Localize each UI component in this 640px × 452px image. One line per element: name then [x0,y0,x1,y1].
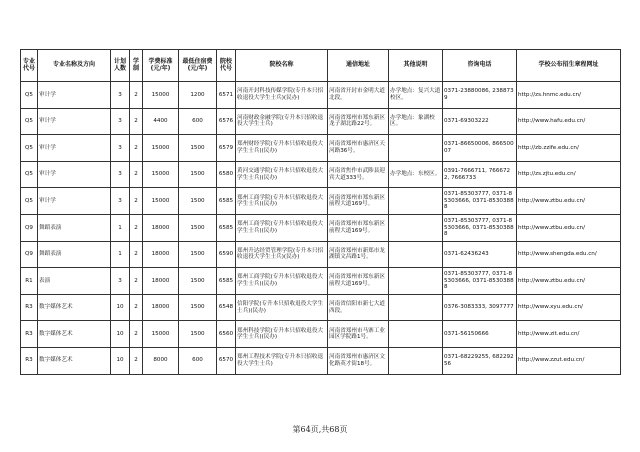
cell-website[interactable]: http://www.zit.edu.cn/ [517,321,621,348]
cell-school-name: 信阳学院(专升本只招收退役大学生士兵)(民办) [236,294,328,321]
cell-code: R3 [21,294,38,321]
table-row [21,108,621,135]
table-row [21,268,621,295]
cell-years: 2 [130,321,143,348]
cell-code: R1 [21,268,38,295]
table-row [21,321,621,348]
cell-website[interactable]: http://www.ztbu.edu.cn/ [517,214,621,241]
cell-phone: 0371-23880086, 2388739 [443,82,517,109]
cell-phone: 0376-3083333, 3097777 [443,294,517,321]
cell-school-name: 郑州工商学院(专升本只招收退役大学生士兵)(民办) [236,268,328,295]
cell-website[interactable]: http://www.shengda.edu.cn/ [517,241,621,268]
header-plan: 计划人数 [111,50,130,82]
cell-note [389,241,443,268]
cell-school-name: 郑州工商学院(专升本只招收退役大学生士兵)(民办) [236,188,328,215]
cell-school-code: 6579 [217,135,236,162]
cell-address: 河南省信阳市新七大道西段。 [328,294,389,321]
cell-school-code: 6576 [217,108,236,135]
cell-note: 办学地点：东校区。 [389,161,443,188]
cell-school-name: 河南开封科技传媒学院(专升本只招收退役大学生士兵)(民办) [236,82,328,109]
cell-major: 舞蹈表演 [38,214,111,241]
cell-code: R3 [21,321,38,348]
cell-years: 2 [130,268,143,295]
cell-phone: 0371-62436243 [443,241,517,268]
cell-tuition: 15000 [143,321,179,348]
cell-note [389,321,443,348]
cell-school-name: 郑州科技学院(专升本只招收退役大学生士兵)(民办) [236,321,328,348]
cell-dorm: 1200 [179,82,217,109]
cell-years: 2 [130,108,143,135]
cell-dorm: 1500 [179,214,217,241]
cell-phone: 0371-85303777, 0371-85303666, 0371-85303888 [443,268,517,295]
cell-major: 审计学 [38,82,111,109]
cell-website[interactable]: http://zs.hnmc.edu.cn/ [517,82,621,109]
cell-school-name: 郑州工商学院(专升本只招收退役大学生士兵)(民办) [236,214,328,241]
cell-plan: 3 [111,188,130,215]
cell-dorm: 600 [179,108,217,135]
header-address: 通信地址 [328,50,389,82]
cell-school-code: 6585 [217,214,236,241]
cell-years: 2 [130,347,143,374]
header-tuition: 学费标准(元/年) [143,50,179,82]
header-phone: 咨询电话 [443,50,517,82]
cell-years: 2 [130,135,143,162]
table-row [21,347,621,374]
table-row [21,82,621,109]
cell-address: 河南省郑州市惠济区文化路英才街18号。 [328,347,389,374]
cell-dorm: 1500 [179,188,217,215]
cell-address: 河南省郑州市郑东新区前程大道169号。 [328,188,389,215]
cell-tuition: 18000 [143,214,179,241]
header-years: 学制 [130,50,143,82]
table-row [21,135,621,162]
cell-plan: 3 [111,161,130,188]
cell-phone: 0371-68229255, 68229256 [443,347,517,374]
page-footer: 第64页,共68页 [292,425,348,434]
cell-website[interactable]: http://zb.zzife.edu.cn/ [517,135,621,162]
cell-tuition: 15000 [143,188,179,215]
cell-website[interactable]: http://www.zzut.edu.cn/ [517,347,621,374]
cell-dorm: 1500 [179,294,217,321]
table-row [21,294,621,321]
cell-plan: 3 [111,135,130,162]
cell-tuition: 15000 [143,161,179,188]
admissions-table-container [20,49,621,375]
cell-phone: 0371-69303222 [443,108,517,135]
cell-note [389,294,443,321]
cell-website[interactable]: http://zs.zjtu.edu.cn/ [517,161,621,188]
cell-school-code: 6560 [217,321,236,348]
cell-plan: 3 [111,268,130,295]
cell-tuition: 15000 [143,135,179,162]
table-row [21,241,621,268]
cell-tuition: 18000 [143,241,179,268]
cell-address: 河南省郑州市惠济区天河路36号。 [328,135,389,162]
cell-school-name: 郑州财经学院(专升本只招收退役大学生士兵)(民办) [236,135,328,162]
cell-address: 河南省郑州市郑东新区龙子湖北路22号。 [328,108,389,135]
cell-dorm: 1500 [179,135,217,162]
cell-note [389,135,443,162]
table-header-row [21,50,621,82]
cell-school-code: 6585 [217,268,236,295]
cell-code: R3 [21,347,38,374]
cell-note [389,188,443,215]
cell-dorm: 1500 [179,241,217,268]
admissions-table [20,49,621,375]
cell-major: 数字媒体艺术 [38,321,111,348]
cell-tuition: 8000 [143,347,179,374]
table-row [21,161,621,188]
cell-years: 2 [130,161,143,188]
cell-plan: 3 [111,108,130,135]
cell-plan: 10 [111,321,130,348]
cell-major: 审计学 [38,161,111,188]
cell-note [389,347,443,374]
cell-major: 审计学 [38,188,111,215]
cell-tuition: 4400 [143,108,179,135]
cell-plan: 10 [111,347,130,374]
cell-phone: 0391-7666711, 7666722, 7666733 [443,161,517,188]
cell-website[interactable]: http://www.ztbu.edu.cn/ [517,268,621,295]
cell-school-code: 6590 [217,241,236,268]
cell-years: 2 [130,82,143,109]
cell-address: 河南省焦作市武陟县迎宾大道333号。 [328,161,389,188]
cell-code: Q5 [21,82,38,109]
cell-website[interactable]: http://www.ztbu.edu.cn/ [517,188,621,215]
cell-dorm: 1500 [179,161,217,188]
cell-website[interactable]: http://www.hafu.edu.cn/ [517,108,621,135]
cell-website[interactable]: http://www.xyu.edu.cn/ [517,294,621,321]
cell-plan: 10 [111,294,130,321]
cell-address: 河南省郑州市郑东新区前程大道169号。 [328,268,389,295]
cell-tuition: 18000 [143,294,179,321]
cell-school-code: 6580 [217,161,236,188]
cell-major: 数字媒体艺术 [38,294,111,321]
cell-phone: 0371-86650006, 86650007 [443,135,517,162]
cell-school-code: 6548 [217,294,236,321]
cell-school-name: 郑州工程技术学院(专升本只招收退役大学生士兵) [236,347,328,374]
cell-plan: 1 [111,214,130,241]
cell-dorm: 1500 [179,321,217,348]
header-code: 专业代号 [21,50,38,82]
cell-school-name: 黄河交通学院(专升本只招收退役大学生士兵)(民办) [236,161,328,188]
cell-code: Q9 [21,214,38,241]
cell-major: 审计学 [38,135,111,162]
cell-note: 办学地点：复兴大道校区。 [389,82,443,109]
header-website: 学校公布招生章程网址 [517,50,621,82]
cell-phone: 0371-85303777, 0371-85303666, 0371-85303888 [443,214,517,241]
cell-years: 2 [130,294,143,321]
cell-dorm: 1500 [179,268,217,295]
cell-school-code: 6570 [217,347,236,374]
cell-plan: 3 [111,82,130,109]
cell-address: 河南省开封市金明大道北段。 [328,82,389,109]
cell-code: Q5 [21,188,38,215]
cell-note [389,268,443,295]
cell-years: 2 [130,241,143,268]
header-major: 专业名称及方向 [38,50,111,82]
cell-address: 河南省郑州市马寨工业园区学院路1号。 [328,321,389,348]
cell-note [389,214,443,241]
cell-address: 河南省郑州市郑东新区前程大道169号。 [328,214,389,241]
cell-phone: 0371-85303777, 0371-85303666, 0371-85303888 [443,188,517,215]
cell-years: 2 [130,188,143,215]
cell-major: 审计学 [38,108,111,135]
cell-school-code: 6571 [217,82,236,109]
cell-code: Q5 [21,135,38,162]
cell-code: Q9 [21,241,38,268]
cell-school-name: 河南财政金融学院(专升本只招收退役大学生士兵) [236,108,328,135]
cell-plan: 1 [111,241,130,268]
cell-major: 表演 [38,268,111,295]
header-school-code: 院校代号 [217,50,236,82]
table-body [21,82,621,375]
cell-code: Q5 [21,108,38,135]
cell-code: Q5 [21,161,38,188]
cell-tuition: 18000 [143,268,179,295]
cell-school-name: 郑州升达经贸管理学院(专升本只招收退役大学生士兵)(民办) [236,241,328,268]
header-school-name: 院校名称 [236,50,328,82]
cell-phone: 0371-56150666 [443,321,517,348]
cell-tuition: 15000 [143,82,179,109]
cell-address: 河南省郑州市新郑市龙湖镇文昌路1号。 [328,241,389,268]
cell-dorm: 600 [179,347,217,374]
header-dorm: 最低住宿费(元/年) [179,50,217,82]
cell-years: 2 [130,214,143,241]
header-note: 其他说明 [389,50,443,82]
cell-note: 办学地点：象湖校区。 [389,108,443,135]
table-row [21,214,621,241]
cell-school-code: 6585 [217,188,236,215]
table-row [21,188,621,215]
cell-major: 舞蹈表演 [38,241,111,268]
cell-major: 数字媒体艺术 [38,347,111,374]
